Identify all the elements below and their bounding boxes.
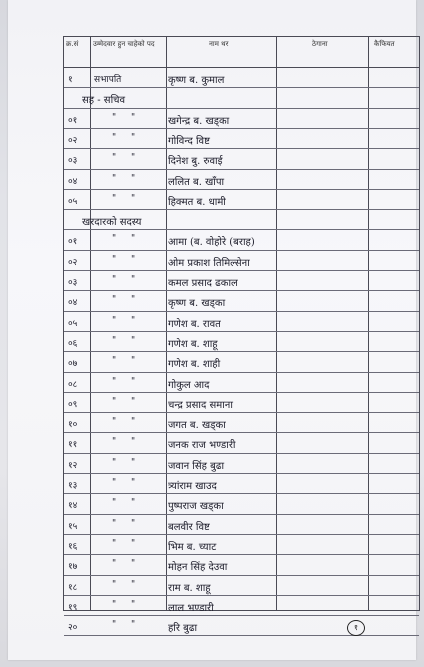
row-line xyxy=(64,229,419,230)
row-line xyxy=(64,514,419,515)
serial-number: २० xyxy=(68,623,78,634)
candidate-name: त्र्यांराम खाउद xyxy=(168,481,217,492)
ditto-mark: " " xyxy=(112,315,142,326)
serial-number: १२ xyxy=(68,460,78,471)
serial-number: ०२ xyxy=(68,135,78,146)
ditto-mark: " " xyxy=(112,275,142,285)
serial-number: ०४ xyxy=(68,298,78,309)
candidate-name: कमल प्रसाद ढकाल xyxy=(168,278,238,289)
row-line xyxy=(64,209,419,210)
serial-number: ०१ xyxy=(68,115,78,126)
row-line xyxy=(64,169,419,170)
table-header xyxy=(64,37,419,68)
row-line xyxy=(64,128,419,129)
candidate-name: जगत ब. खड्का xyxy=(168,420,226,432)
ditto-mark: " " xyxy=(112,599,142,610)
ditto-mark: " " xyxy=(112,437,142,448)
candidate-name: खगेन्द्र ब. खड्का xyxy=(168,115,230,127)
serial-number: ०५ xyxy=(68,318,78,329)
ditto-mark: " " xyxy=(112,579,142,590)
ditto-mark: " " xyxy=(112,335,142,346)
candidate-name: कृष्ण ब. कुमाल xyxy=(168,75,225,86)
candidate-name: गणेश ब. शाही xyxy=(168,359,221,371)
serial-number: ०५ xyxy=(68,196,78,207)
candidate-name: ललित ब. खाँपा xyxy=(168,176,225,188)
serial-number: ०३ xyxy=(68,278,78,288)
register-table xyxy=(63,36,420,635)
row-line xyxy=(64,432,419,433)
candidate-name: आमा (ब. वोहोरे (बराह) xyxy=(168,237,255,249)
ditto-mark: " " xyxy=(112,376,142,387)
serial-number: ०१ xyxy=(68,237,78,248)
row-line xyxy=(64,189,419,190)
row-line xyxy=(64,615,419,616)
ditto-mark: " " xyxy=(112,132,142,143)
candidate-name: चन्द्र प्रसाद समाना xyxy=(168,399,233,411)
row-line xyxy=(64,635,419,636)
serial-number: ०४ xyxy=(68,176,78,187)
serial-number: १९ xyxy=(68,602,78,613)
serial-number: ०७ xyxy=(68,359,78,370)
section-title: खरदारको सदस्य xyxy=(82,217,142,229)
candidate-name: गणेश ब. शाहू xyxy=(168,338,218,350)
row-line xyxy=(64,575,419,576)
row-line xyxy=(64,351,419,352)
ditto-mark: " " xyxy=(112,153,142,164)
ditto-mark: " " xyxy=(112,417,142,428)
row-line xyxy=(64,534,419,535)
serial-number: १८ xyxy=(68,582,78,593)
candidate-name: बलवीर विष्ट xyxy=(168,521,210,533)
page-mark-stamp: १ xyxy=(347,620,365,636)
serial-number: १५ xyxy=(68,521,78,532)
serial-number: ०२ xyxy=(68,257,78,268)
serial-number: १ xyxy=(68,75,73,85)
header-name: नाम थर xyxy=(209,40,229,48)
row-line xyxy=(64,473,419,474)
column-divider xyxy=(90,37,91,610)
ditto-mark: " " xyxy=(112,620,142,631)
row-line xyxy=(64,554,419,555)
candidate-name: गणेश ब. रावत xyxy=(168,318,221,330)
column-divider xyxy=(368,37,369,610)
header-serial-no: क्र.सं xyxy=(66,40,79,48)
header-remarks: कैफियत xyxy=(374,40,395,48)
serial-number: ०६ xyxy=(68,338,78,349)
serial-number: १० xyxy=(68,420,78,431)
row-line xyxy=(64,331,419,332)
ditto-mark: " " xyxy=(112,173,142,184)
ditto-mark: " " xyxy=(112,234,142,245)
row-line xyxy=(64,372,419,373)
candidate-name: गोविन्द विष्ट xyxy=(168,135,210,147)
candidate-name: मोहन सिंह देउवा xyxy=(168,562,228,574)
row-line xyxy=(64,148,419,149)
row-line xyxy=(64,412,419,413)
row-line xyxy=(64,108,419,109)
serial-number: ०८ xyxy=(68,379,78,390)
ditto-mark: " " xyxy=(112,295,142,306)
candidate-name: गोकुल आद xyxy=(168,379,210,391)
row-line xyxy=(64,311,419,312)
serial-number: १६ xyxy=(68,541,78,552)
ditto-mark: " " xyxy=(112,498,142,509)
serial-number: ०९ xyxy=(68,399,78,410)
column-divider xyxy=(276,37,277,610)
row-line xyxy=(64,290,419,291)
serial-number: ०३ xyxy=(68,156,78,167)
row-line xyxy=(64,493,419,494)
row-line xyxy=(64,595,419,596)
row-line xyxy=(64,250,419,251)
row-line xyxy=(64,270,419,271)
ditto-mark: " " xyxy=(112,538,142,549)
ditto-mark: " " xyxy=(112,518,142,529)
candidate-name: लाल भण्डारी xyxy=(168,602,214,614)
candidate-name: पुष्पराज खड्का xyxy=(168,501,224,513)
ditto-mark: " " xyxy=(112,254,142,265)
serial-number: १४ xyxy=(68,501,78,512)
row-line xyxy=(64,87,419,88)
ditto-mark: " " xyxy=(112,478,142,488)
candidate-name: राम ब. शाहू xyxy=(168,582,211,594)
candidate-name: जनक राज भण्डारी xyxy=(168,440,236,452)
row-line xyxy=(64,453,419,454)
candidate-name: जवान सिंह बुढा xyxy=(168,460,225,472)
ditto-mark: " " xyxy=(112,112,142,123)
candidate-name: कृष्ण ब. खड्का xyxy=(168,298,226,310)
candidate-name: हिक्मत ब. धामी xyxy=(168,196,226,208)
ditto-mark: " " xyxy=(112,396,142,407)
header-address: ठेगाना xyxy=(312,40,328,48)
document-sheet xyxy=(8,0,416,660)
ditto-mark: " " xyxy=(112,457,142,468)
candidate-name: भिम ब. च्याट xyxy=(168,541,217,553)
section-title: सह - सचिव xyxy=(82,95,126,107)
column-divider xyxy=(166,37,167,610)
ditto-mark: " " xyxy=(112,193,142,204)
ditto-mark: " " xyxy=(112,559,142,570)
candidate-name: हरि बुढा xyxy=(168,623,198,635)
serial-number: १७ xyxy=(68,562,78,573)
header-post: उम्मेदवार हुन चाहेको पद xyxy=(93,40,155,48)
serial-number: १३ xyxy=(68,481,78,491)
row-line xyxy=(64,392,419,393)
post-value: सभापति xyxy=(94,75,122,85)
serial-number: ११ xyxy=(68,440,78,451)
candidate-name: दिनेश बु. रुवाई xyxy=(168,156,223,168)
candidate-name: ओम प्रकाश तिमिल्सेना xyxy=(168,257,250,269)
ditto-mark: " " xyxy=(112,356,142,367)
